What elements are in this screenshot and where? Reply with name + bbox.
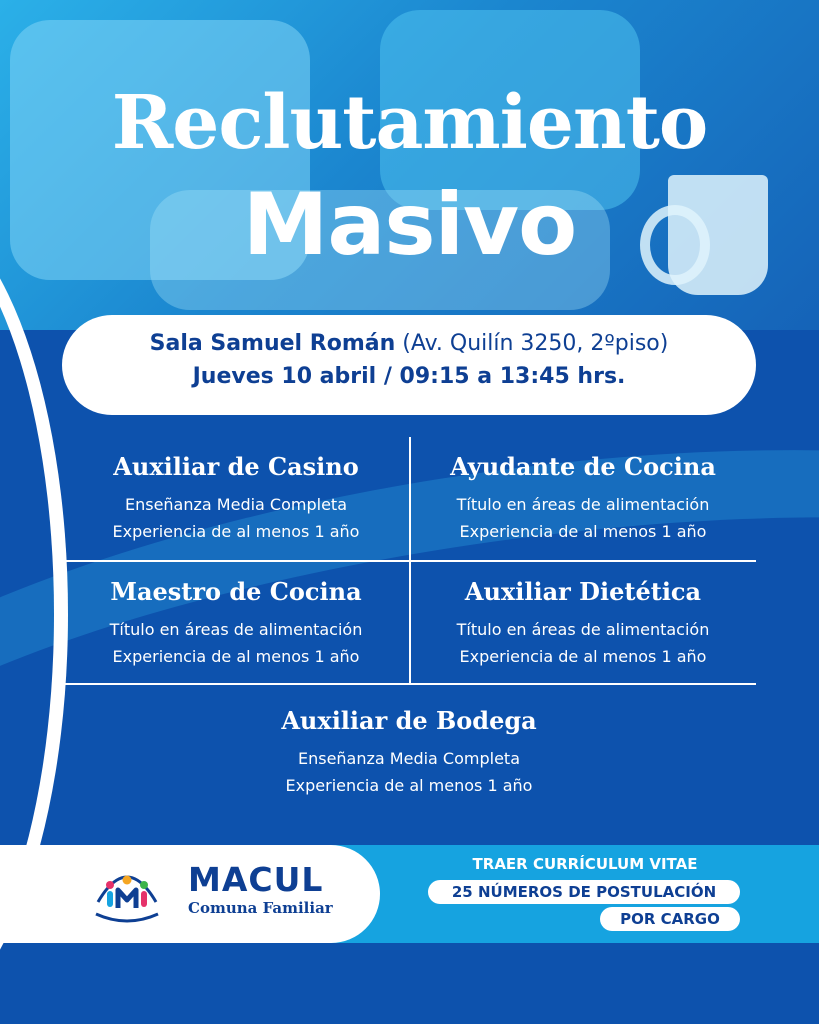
job-auxiliar-dietetica — [410, 577, 756, 670]
job-ayudante-cocina — [410, 452, 756, 545]
venue-line — [62, 331, 756, 356]
venue-address: (Av. Quilín 3250, 2ºpiso) — [402, 331, 669, 356]
job-title: Auxiliar de Casino — [113, 452, 359, 481]
poster-title-line2: Masivo — [242, 175, 577, 275]
venue-pill — [62, 315, 756, 415]
cta-line1: TRAER CURRÍCULUM VITAE — [472, 855, 698, 873]
job-requirement: Experiencia de al menos 1 año — [459, 522, 707, 541]
job-title: Maestro de Cocina — [110, 577, 362, 606]
logo-name: MACUL — [188, 860, 324, 899]
macul-family-logo-icon — [92, 858, 162, 924]
job-requirement: Experiencia de al menos 1 año — [459, 647, 707, 666]
job-requirement: Experiencia de al menos 1 año — [112, 647, 360, 666]
job-requirement: Enseñanza Media Completa — [297, 749, 520, 768]
job-requirement: Enseñanza Media Completa — [124, 495, 347, 514]
job-maestro-cocina — [63, 577, 409, 670]
grid-divider-horizontal — [63, 560, 756, 562]
job-requirement: Título en áreas de alimentación — [456, 620, 710, 639]
venue-datetime: Jueves 10 abril / 09:15 a 13:45 hrs. — [192, 364, 626, 389]
job-auxiliar-bodega — [236, 706, 582, 799]
job-requirement: Título en áreas de alimentación — [109, 620, 363, 639]
job-requirement: Título en áreas de alimentación — [456, 495, 710, 514]
cta-line3: POR CARGO — [600, 907, 740, 931]
grid-divider-horizontal — [63, 683, 756, 685]
venue-name: Sala Samuel Román — [149, 331, 396, 356]
job-auxiliar-casino — [63, 452, 409, 545]
job-requirement: Experiencia de al menos 1 año — [112, 522, 360, 541]
cta-line2: 25 NÚMEROS DE POSTULACIÓN — [428, 880, 740, 904]
logo-subtitle: Comuna Familiar — [188, 899, 333, 917]
job-title: Auxiliar Dietética — [464, 577, 702, 606]
job-title: Auxiliar de Bodega — [281, 706, 537, 735]
poster-title-line1: Reclutamiento — [111, 80, 708, 166]
job-requirement: Experiencia de al menos 1 año — [285, 776, 533, 795]
job-title: Ayudante de Cocina — [450, 452, 716, 481]
